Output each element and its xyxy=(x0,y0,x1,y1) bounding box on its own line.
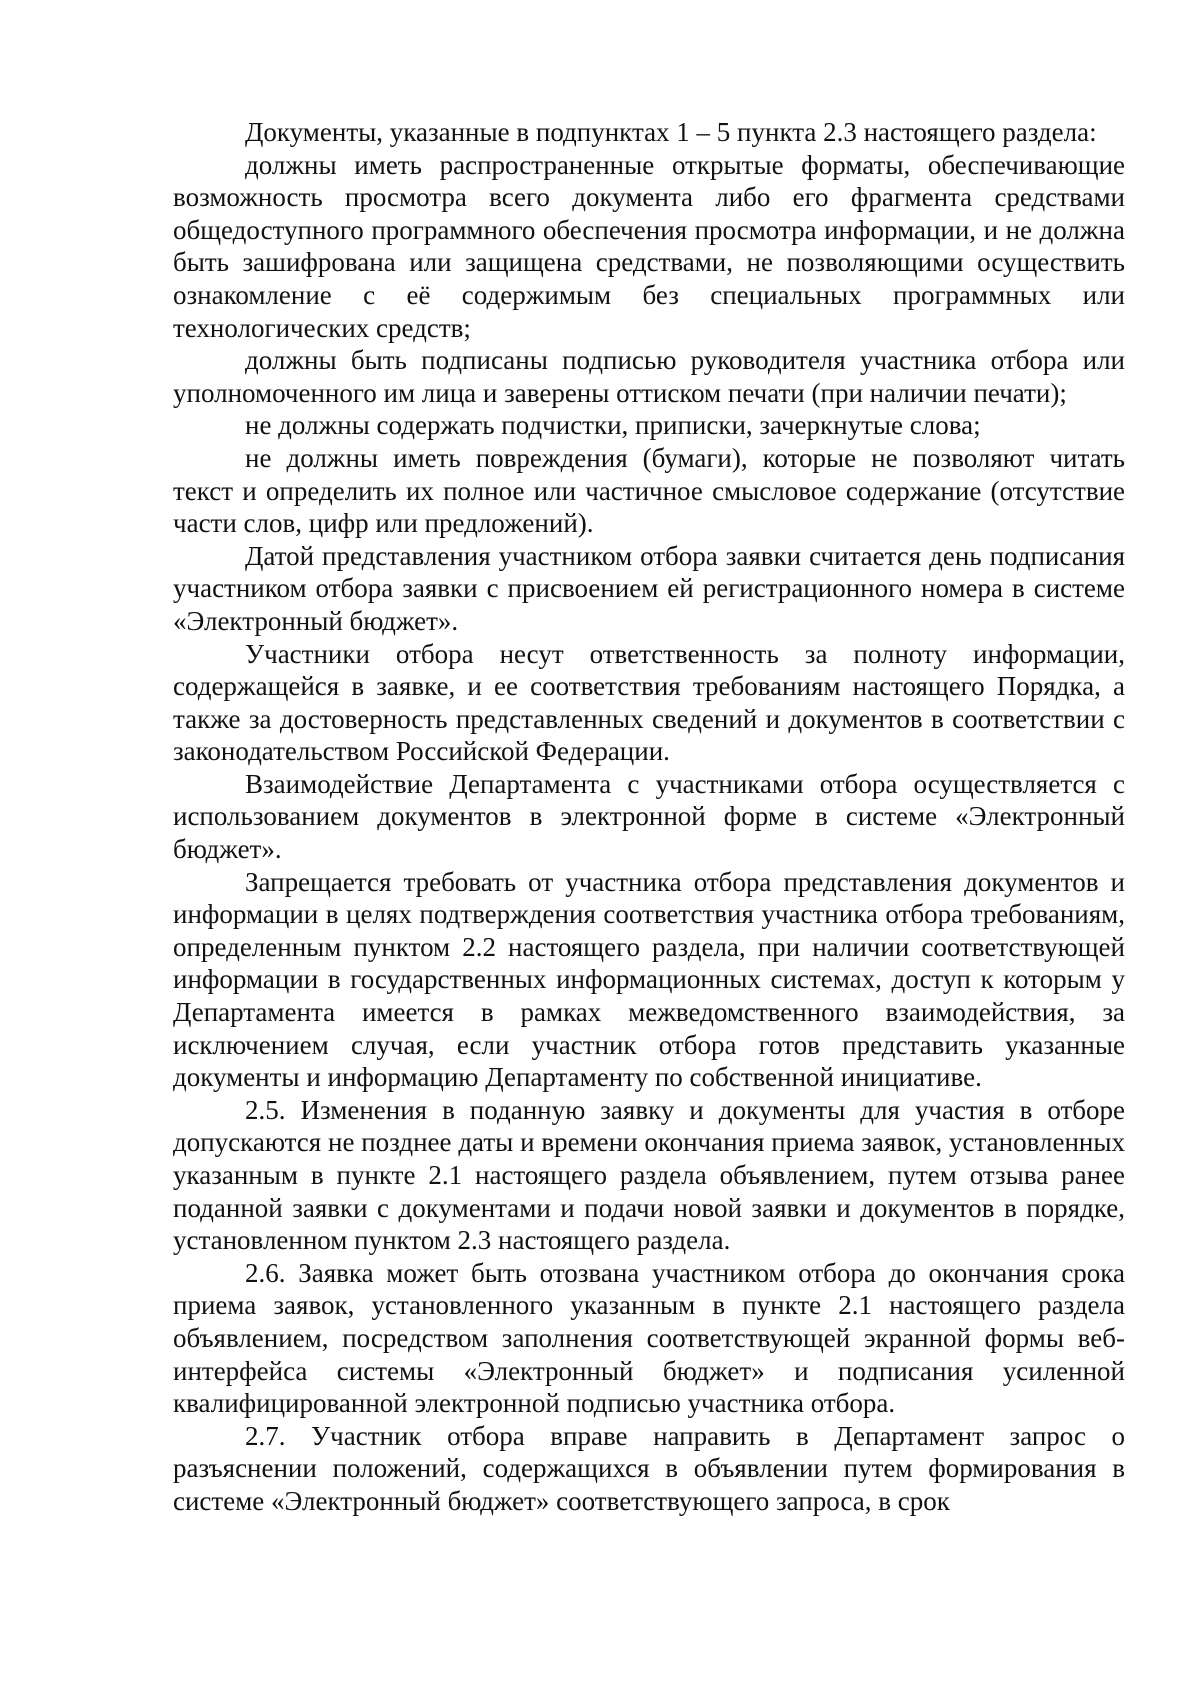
paragraph: не должны иметь повреждения (бумаги), которые не позволяют читать текст и определить их полное или частичное смысловое содержание (отсутствие части слов, цифр или предложений). xyxy=(173,442,1125,539)
paragraph: Участники отбора несут ответственность за полноту информации, содержащейся в заявке, и ее соответствия требованиям настоящего Порядка, а также за достоверность представленных сведений и документов в соответствии с законодательством Российской Федерации. xyxy=(173,638,1125,767)
paragraph: 2.6. Заявка может быть отозвана участником отбора до окончания срока приема заявок, установленного указанным в пункте 2.1 настоящего раздела объявлением, посредством заполнения соответствующей экранной формы веб-интерфейса системы «Электронный бюджет» и подписания усиленной квалифицированной электронной подписью участника отбора. xyxy=(173,1257,1125,1419)
paragraph: должны иметь распространенные открытые форматы, обеспечивающие возможность просмотра всего документа либо его фрагмента средствами общедоступного программного обеспечения просмотра информации, и не должна быть зашифрована или защищена средствами, не позволяющими осуществить ознакомление с её содержимым без специальных программных или технологических средств; xyxy=(173,149,1125,343)
paragraph: Датой представления участником отбора заявки считается день подписания участником отбора заявки с присвоением ей регистрационного номера в системе «Электронный бюджет». xyxy=(173,540,1125,636)
document-body xyxy=(173,116,1125,1518)
paragraph: 2.5. Изменения в поданную заявку и документы для участия в отборе допускаются не позднее даты и времени окончания приема заявок, установленных указанным в пункте 2.1 настоящего раздела объявлением, путем отзыва ранее поданной заявки с документами и подачи новой заявки и документов в порядке, установленном пунктом 2.3 настоящего раздела. xyxy=(173,1094,1125,1256)
paragraph: не должны содержать подчистки, приписки, зачеркнутые слова; xyxy=(245,410,981,441)
paragraph: Документы, указанные в подпунктах 1 – 5 пункта 2.3 настоящего раздела: xyxy=(245,117,1097,147)
paragraph: Запрещается требовать от участника отбора представления документов и информации в целях подтверждения соответствия участника отбора требованиям, определенным пунктом 2.2 настоящего раздела, при наличии соответствующей информации в государственных информационных системах, доступ к которым у Департамента имеется в рамках межведомственного взаимодействия, за исключением случая, если участник отбора готов представить указанные документы и информацию Департаменту по собственной инициативе. xyxy=(173,866,1125,1093)
paragraph: Взаимодействие Департамента с участниками отбора осуществляется с использованием документов в электронной форме в системе «Электронный бюджет». xyxy=(173,768,1125,865)
paragraph: должны быть подписаны подписью руководителя участника отбора или уполномоченного им лица и заверены оттиском печати (при наличии печати); xyxy=(173,345,1125,408)
paragraph: 2.7. Участник отбора вправе направить в Департамент запрос о разъяснении положений, содержащихся в объявлении путем формирования в системе «Электронный бюджет» соответствующего запроса, в срок xyxy=(173,1420,1125,1516)
